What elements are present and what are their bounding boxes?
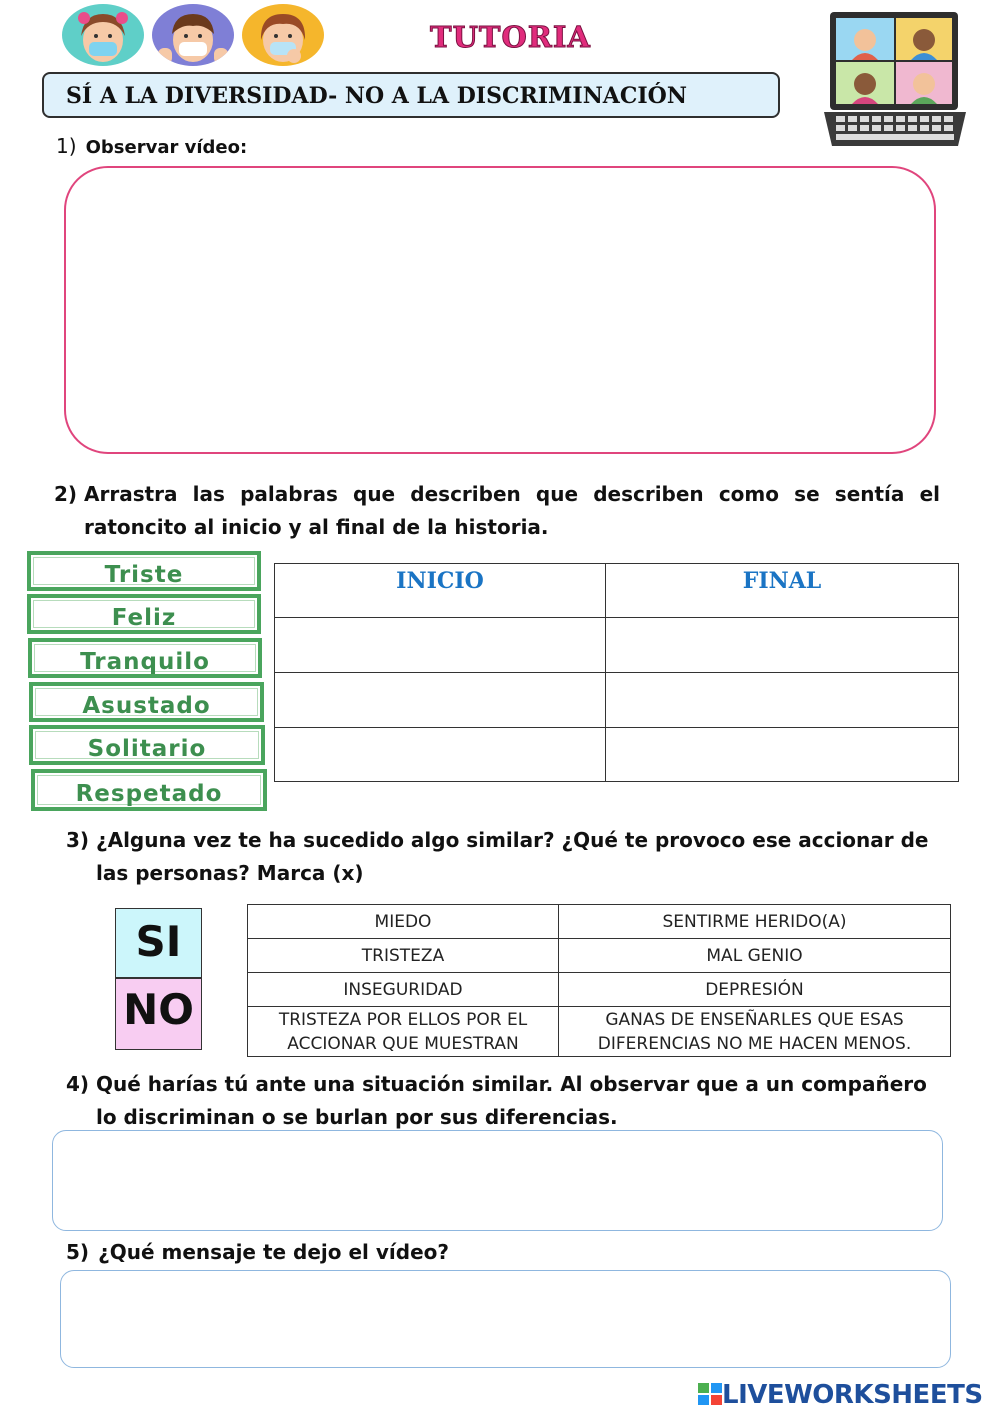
question-1-number: 1) bbox=[56, 134, 77, 158]
child-avatar-girl-mask-icon bbox=[62, 4, 144, 66]
feeling-option[interactable]: TRISTEZA POR ELLOS POR EL ACCIONAR QUE MUESTRAN bbox=[248, 1007, 559, 1057]
drop-zone-inicio[interactable] bbox=[275, 728, 606, 782]
question-3-text: ¿Alguna vez te ha sucedido algo similar? ¿Qué te provoco ese accionar de las personas? Marca (x) bbox=[96, 828, 929, 885]
question-2-number: 2) bbox=[54, 482, 78, 506]
feeling-option[interactable]: TRISTEZA bbox=[248, 939, 559, 973]
feeling-option[interactable]: MAL GENIO bbox=[559, 939, 951, 973]
question-4-text: Qué harías tú ante una situación similar. Al observar que a un compañero lo discriminan o se burlan por sus diferencias. bbox=[96, 1072, 927, 1129]
laptop-video-call-icon bbox=[822, 8, 968, 150]
feeling-option[interactable]: SENTIRME HERIDO(A) bbox=[559, 905, 951, 939]
drag-word-asustado[interactable]: Asustado bbox=[29, 682, 264, 722]
question-4 bbox=[66, 1068, 946, 1134]
drag-word-tranquilo[interactable]: Tranquilo bbox=[28, 638, 262, 678]
child-avatar-girl-icon bbox=[242, 4, 324, 66]
question-3 bbox=[66, 824, 946, 890]
answer-field-q4[interactable] bbox=[52, 1130, 943, 1231]
question-1-text: Observar vídeo: bbox=[85, 137, 248, 158]
feelings-check-table bbox=[247, 904, 951, 1057]
column-header-inicio: INICIO bbox=[275, 564, 606, 618]
question-3-number: 3) bbox=[66, 828, 90, 852]
drop-zone-inicio[interactable] bbox=[275, 618, 606, 673]
drag-word-solitario[interactable]: Solitario bbox=[29, 725, 265, 765]
feeling-option[interactable]: DEPRESIÓN bbox=[559, 973, 951, 1007]
feeling-option[interactable]: MIEDO bbox=[248, 905, 559, 939]
drop-zone-final[interactable] bbox=[606, 728, 959, 782]
question-5 bbox=[66, 1236, 449, 1269]
question-5-text: ¿Qué mensaje te dejo el vídeo? bbox=[98, 1240, 449, 1264]
drag-word-respetado[interactable]: Respetado bbox=[31, 769, 267, 811]
question-2 bbox=[54, 478, 940, 544]
drag-word-feliz[interactable]: Feliz bbox=[27, 594, 261, 634]
answer-field-q5[interactable] bbox=[60, 1270, 951, 1368]
page-title: TUTORIA bbox=[430, 20, 591, 54]
topic-banner: SÍ A LA DIVERSIDAD- NO A LA DISCRIMINACIÓN bbox=[42, 72, 780, 118]
no-option[interactable]: NO bbox=[115, 978, 202, 1050]
drag-word-triste[interactable]: Triste bbox=[27, 551, 261, 591]
feeling-option[interactable]: INSEGURIDAD bbox=[248, 973, 559, 1007]
liveworksheets-logo-icon bbox=[698, 1383, 722, 1405]
brand-text: LIVEWORKSHEETS bbox=[722, 1380, 983, 1410]
feelings-drop-table bbox=[274, 563, 959, 782]
draggable-word-bank bbox=[26, 551, 268, 813]
drop-zone-final[interactable] bbox=[606, 618, 959, 673]
drop-zone-inicio[interactable] bbox=[275, 673, 606, 728]
child-avatar-boy-mask-icon bbox=[152, 4, 234, 66]
video-player-frame[interactable] bbox=[64, 166, 936, 454]
question-2-text: Arrastra las palabras que describen que describen como se sentía el ratoncito al inicio y al final de la historia. bbox=[84, 482, 940, 539]
question-1 bbox=[56, 134, 247, 158]
column-header-final: FINAL bbox=[606, 564, 959, 618]
question-4-number: 4) bbox=[66, 1072, 90, 1096]
question-5-number: 5) bbox=[66, 1240, 90, 1264]
feeling-option[interactable]: GANAS DE ENSEÑARLES QUE ESAS DIFERENCIAS NO ME HACEN MENOS. bbox=[559, 1007, 951, 1057]
drop-zone-final[interactable] bbox=[606, 673, 959, 728]
si-option[interactable]: SI bbox=[115, 908, 202, 978]
